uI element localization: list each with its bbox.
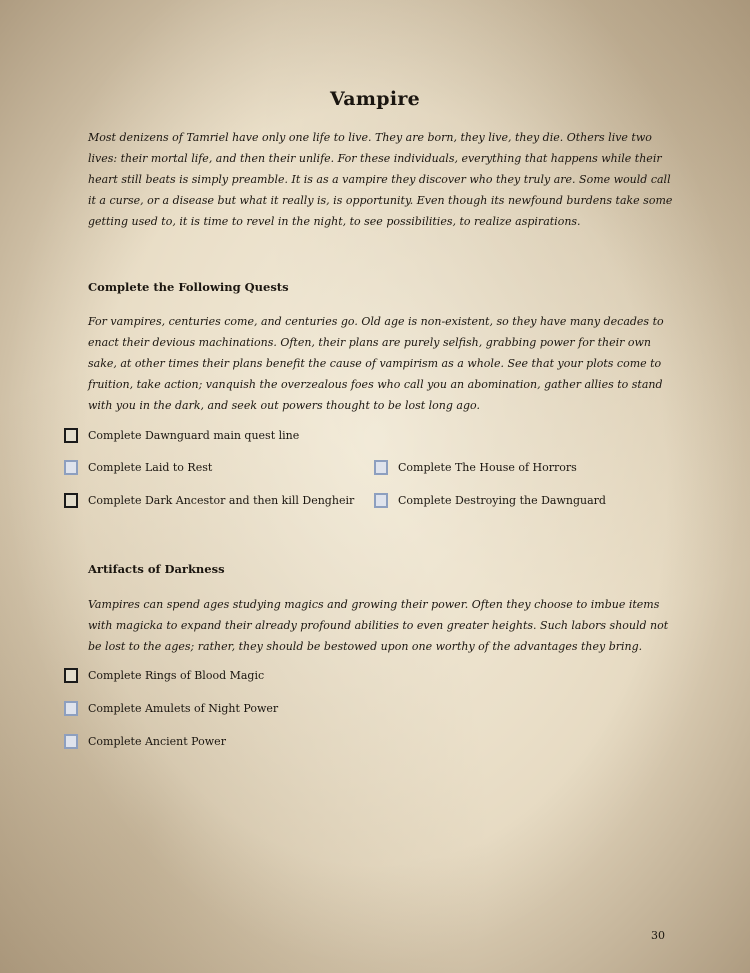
checklist-item[interactable]: [64, 668, 264, 683]
intro-paragraph: Most denizens of Tamriel have only one life to live. They are born, they live, they die. Others live two lives: their mortal life, and then their unlife. For these individuals, everything that happens while their heart still beats is simply preamble. It is as a vampire they discover who they truly are. Some would call it a curse, or a disease but what it really is, is opportunity. Even though its newfound burdens take some getting used to, it is time to revel in the night, to see possibilities, to realize aspirations.: [88, 131, 673, 228]
checklist-label: Complete Dark Ancestor and then kill Dengheir: [88, 494, 355, 507]
checklist-item[interactable]: [64, 428, 299, 443]
checklist-label: Complete Amulets of Night Power: [88, 702, 279, 715]
checklist-label: Complete Rings of Blood Magic: [88, 669, 265, 682]
checklist-label: Complete The House of Horrors: [398, 461, 577, 474]
checklist-item[interactable]: [374, 493, 606, 508]
checklist-item[interactable]: [64, 460, 212, 475]
checklist-item[interactable]: [64, 701, 278, 716]
checkbox[interactable]: [64, 701, 78, 716]
checklist-label: Complete Dawnguard main quest line: [88, 429, 300, 442]
checklist-label: Complete Ancient Power: [88, 735, 226, 748]
checklist-label: Complete Laid to Rest: [88, 461, 213, 474]
artifacts-paragraph: Vampires can spend ages studying magics and growing their power. Often they choose to imbue items with magicka to expand their already profound abilities to even greater heights. Such labors should not be lost to the ages; rather, they should be bestowed upon one worthy of the advantages they bring.: [88, 598, 669, 653]
checklist-item[interactable]: [64, 734, 226, 749]
artifacts-heading: Artifacts of Darkness: [88, 562, 225, 576]
checklist-label: Complete Destroying the Dawnguard: [398, 494, 606, 507]
checkbox[interactable]: [374, 460, 388, 475]
page-title: Vampire: [329, 88, 421, 110]
quests-paragraph: For vampires, centuries come, and centuries go. Old age is non-existent, so they have many decades to enact their devious machinations. Often, their plans are purely selfish, grabbing power for their own sake, at other times their plans benefit the cause of vampirism as a whole. See that your plots come to fruition, take action; vanquish the overzealous foes who call you an abomination, gather allies to stand with you in the dark, and seek out powers thought to be lost long ago.: [88, 315, 664, 412]
checkbox[interactable]: [64, 493, 78, 508]
checkbox[interactable]: [64, 668, 78, 683]
page-number: 30: [651, 929, 665, 942]
checkbox[interactable]: [64, 428, 78, 443]
checkbox[interactable]: [64, 734, 78, 749]
checkbox[interactable]: [64, 460, 78, 475]
checklist-item[interactable]: [374, 460, 577, 475]
quests-heading: Complete the Following Quests: [88, 280, 289, 294]
checklist-item[interactable]: [64, 493, 354, 508]
checkbox[interactable]: [374, 493, 388, 508]
